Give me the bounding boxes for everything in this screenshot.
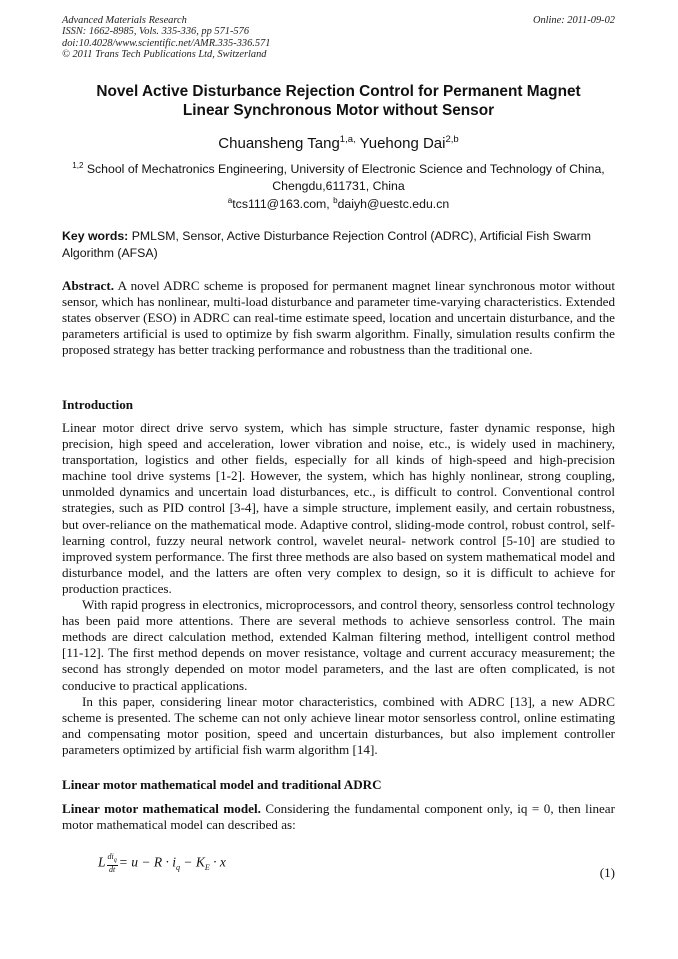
keywords-text: PMLSM, Sensor, Active Disturbance Rejection Control (ADRC), Artificial Fish Swarm Algorithm (AFSA) [62,229,591,260]
eq-rhs-3: · x [209,854,226,870]
keywords-label: Key words: [62,229,129,243]
affiliation-line-1: School of Mechatronics Engineering, University of Electronic Science and Technology of China, [86,162,605,177]
eq-den: dt [109,864,116,874]
eq-inductance: L [98,854,106,870]
affiliation [62,158,615,194]
journal-name: Advanced Materials Research [62,15,187,26]
introduction-heading: Introduction [62,397,134,412]
author-2: Yuehong Dai [359,135,446,152]
eq-num: di [107,852,114,861]
author-2-affil: 2,b [445,134,459,145]
author-1-affil: 1,a, [339,134,356,145]
intro-paragraph-1: Linear motor direct drive servo system, which has simple structure, faster dynamic response, high precision, high speed and acceleration, lower vibration and noise, etc., is widely used in machinery, transportation, logistics and other fields, especially for all kinds of high-speed and high-precision machine tool drive systems [1-2]. However, the system, which has highly nonlinear, strong coupling, unmolded dynamics and uncertain load disturbances, etc., is difficult to control. Conventional control strategies, such as PID control [3-4], have a simple structure, implement easily, and certain robustness, but over-reliance on the mathematical mode. Adaptive control, sliding-mode control, robust control, self-learning control, fuzzy neural network control, wavelet neural- network control [5-10] are studied to improved system performance. The first three methods are also based on system mathematical model and disturbance model, and the latters are often very complex to design, so it is difficult to achieve for production practices. [62,420,615,596]
subsection-label: Linear motor mathematical model. [62,801,261,816]
online-date: Online: 2011-09-02 [532,15,615,26]
linear-model-text: Considering the fundamental component only, iq = 0, then linear motor mathematical model can described as: [62,801,615,833]
introduction-body [62,420,615,758]
eq-derivative [107,853,118,874]
title-line-1: Novel Active Disturbance Rejection Control for Permanent Magnet [96,83,581,100]
doi-line: doi:10.4028/www.scientific.net/AMR.335-336.571 [62,37,271,49]
email-a-marker: a [227,196,233,205]
affiliation-line-2: Chengdu,611731, China [272,178,405,193]
eq-rhs-2: − K [179,854,205,870]
issn-line: ISSN: 1662-8985, Vols. 335-336, pp 571-576 [62,26,250,38]
equation-number: (1) [599,865,615,880]
abstract-text: A novel ADRC scheme is proposed for permanent magnet linear synchronous motor without sensor, which has nonlinear, multi-load disturbance and parameter time-varying characteristics. Extended states observer (ESO) in ADRC can real-time estimate speed, location and uncertain disturbance, and the parameters artificial is used to optimize by fish swarm algorithm. Finally, simulation results confirm the proposed strategy has better tracking performance and robustness than the traditional one. [62,278,615,358]
intro-paragraph-2: With rapid progress in electronics, microprocessors, and control theory, sensorless control technology has been paid more attentions. There are several methods to achieve sensorless control. The main methods are direct calculation method, extended Kalman filtering method, intelligent control method [11-12]. The first method depends on mover resistance, voltage and current accuracy measurement; the second has strongly depended on motor model parameters, and the last are often complicated, is not conducive to practical applications. [62,597,615,693]
copyright-line: © 2011 Trans Tech Publications Ltd, Switzerland [62,49,267,61]
email-b[interactable]: daiyh@uestc.edu.cn [337,197,450,212]
abstract-label: Abstract. [62,278,114,293]
eq-num-sub: q [113,857,117,864]
intro-paragraph-3: In this paper, considering linear motor characteristics, combined with ADRC [13], a new ADRC scheme is presented. The scheme can not only achieve linear motor sensorless control, online estimating and compensating motor position, speed and uncertain disturbances, but also implement controller parameters optimized by artificial fish warm algorithm [14]. [62,693,615,757]
affiliation-marker: 1,2 [72,161,84,170]
email-b-marker: b [333,196,338,205]
eq-rhs-1: = u − R · i [118,854,176,870]
eq-rhs-1-sub: q [175,863,180,873]
keywords [62,228,615,261]
title-line-2: Linear Synchronous Motor without Sensor [182,102,495,119]
journal-header [62,15,615,61]
equation-1 [98,853,226,874]
section-heading-linear-motor: Linear motor mathematical model and traditional ADRC [62,777,382,792]
email-a[interactable]: tcs111@163.com, [232,197,330,212]
linear-model-paragraph [62,801,615,833]
author-1: Chuansheng Tang [218,135,340,152]
paper-title [62,82,615,120]
abstract [62,278,615,358]
eq-rhs-2-sub: E [204,863,210,873]
author-emails [62,193,615,212]
author-list [62,130,615,154]
